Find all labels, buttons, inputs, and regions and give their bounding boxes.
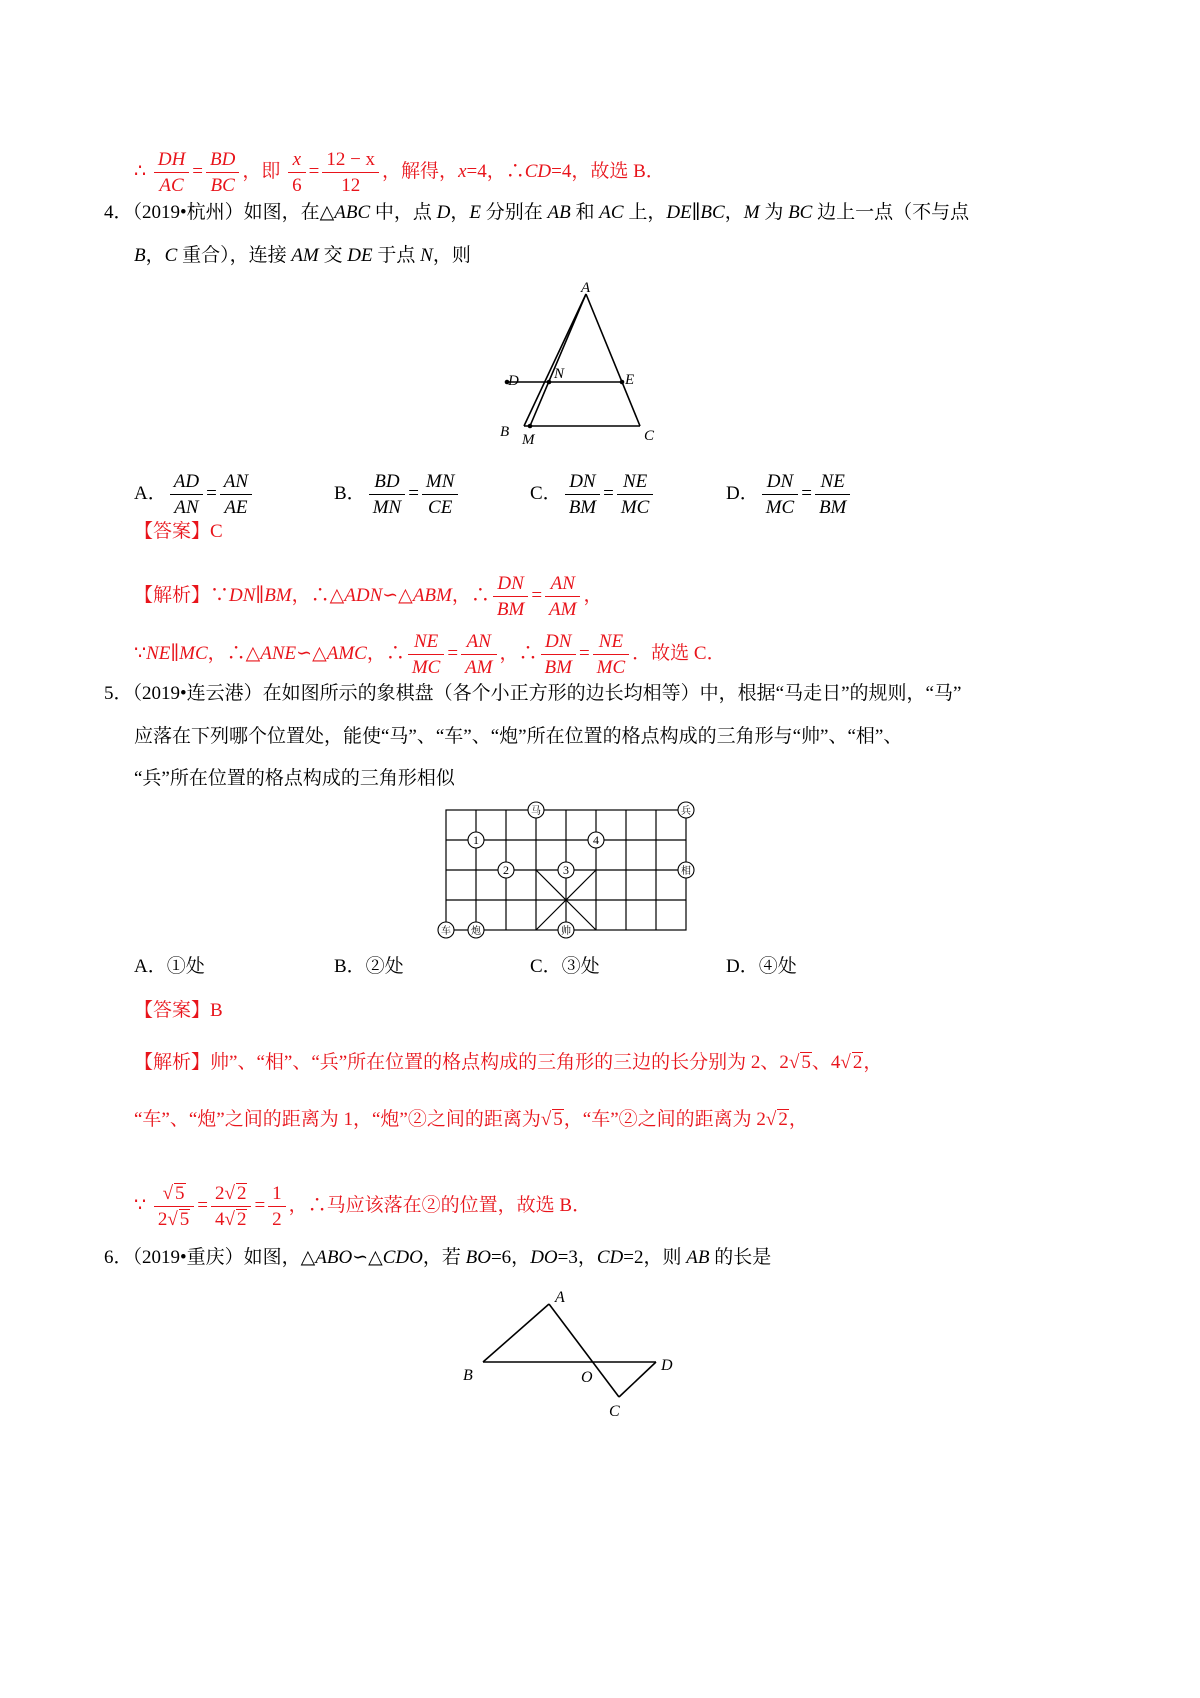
label-c: C <box>644 428 655 444</box>
q4-analysis-line2: ∵NE∥MC，∴△ANE∽△AMC，∴ $\frac{NE}{MC}$ = $\frac{AN}{AM}$ ，∴ $\frac{DN}{BM}$ = $\frac{NE}{MC}$ ．故选 C． <box>134 631 726 678</box>
segment-ab <box>524 294 586 426</box>
solution-line-prev: ∴ $\frac{DH}{AC}$ = $\frac{BD}{BC}$ ，即 $\frac{x}{6}$ = $\frac{12 - x}{12}$ ，解得，x=4，∴CD=4，故选 B． <box>134 149 665 196</box>
label-d: D <box>661 1357 673 1374</box>
q4-option-d[interactable]: D． $\frac{DN}{MC}$ = $\frac{NE}{BM}$ <box>726 469 853 520</box>
segment-ba <box>483 1304 549 1362</box>
label-b: B <box>463 1367 473 1384</box>
q6-stem: 6．（2019•重庆）如图，△ABO∽△CDO，若 BO=6，DO=3，CD=2，则 AB 的长是 <box>104 1247 772 1268</box>
segment-dc <box>619 1362 656 1397</box>
svg-text:车: 车 <box>441 926 451 937</box>
q4-triangle-figure <box>500 280 698 448</box>
svg-text:1: 1 <box>473 833 479 847</box>
q6-triangle-figure <box>455 1284 695 1424</box>
fraction-x-6: $\frac{x}{6}$ <box>288 147 306 198</box>
q4-option-c[interactable]: C． $\frac{DN}{BM}$ = $\frac{NE}{MC}$ <box>530 469 656 520</box>
fraction-root5-2root5: $\frac{√ 5}{2√ 5}$ <box>154 1181 194 1232</box>
q5-option-d[interactable]: D．④处 <box>726 956 797 977</box>
q5-option-a[interactable]: A．①处 <box>134 956 205 977</box>
svg-text:马: 马 <box>531 806 541 817</box>
q5-answer: 【答案】B <box>134 1000 223 1021</box>
svg-text:相: 相 <box>681 866 691 877</box>
label-d: D <box>508 373 519 389</box>
q4-answer: 【答案】C <box>134 521 223 542</box>
q4-analysis-line1: 【解析】∵DN∥BM，∴△ADN∽△ABM，∴ $\frac{DN}{BM}$ = $\frac{AN}{AM}$ ， <box>134 573 603 620</box>
q5-stem-line1: 5．（2019•连云港）在如图所示的象棋盘（各个小正方形的边长均相等）中，根据“马走日”的规则，“马” <box>104 683 962 704</box>
fraction-12-x-12: $\frac{12 - x}{12}$ <box>322 147 379 198</box>
segment-ac <box>586 294 640 426</box>
label-c: C <box>609 1403 620 1420</box>
svg-text:帅: 帅 <box>561 926 571 937</box>
q5-option-c[interactable]: C．③处 <box>530 956 600 977</box>
q5-analysis-line2: “车”、“炮”之间的距离为 1，“炮”②之间的距离为√ 5，“车”②之间的距离为 2√ 2， <box>134 1109 808 1130</box>
svg-text:炮: 炮 <box>471 926 481 937</box>
svg-text:4: 4 <box>593 833 599 847</box>
q5-option-b[interactable]: B．②处 <box>334 956 404 977</box>
q5-stem-line2: 应落在下列哪个位置处，能使“马”、“车”、“炮”所在位置的格点构成的三角形与“帅”、“相”、 <box>134 726 903 747</box>
label-m: M <box>522 432 535 448</box>
svg-text:兵: 兵 <box>681 806 691 817</box>
label-o: O <box>581 1369 593 1386</box>
svg-text:3: 3 <box>563 863 569 877</box>
fraction-1-2: $\frac{1}{2}$ <box>268 1181 286 1232</box>
label-e: E <box>625 372 635 388</box>
point-m <box>528 424 533 429</box>
point-n <box>547 380 552 385</box>
label-a: A <box>555 1289 565 1306</box>
q4-stem-line1: 4．（2019•杭州）如图，在△ABC 中，点 D，E 分别在 AB 和 AC 上，DE∥BC，M 为 BC 边上一点（不与点 <box>104 202 970 223</box>
q5-stem-line3: “兵”所在位置的格点构成的三角形相似 <box>134 768 455 789</box>
label-b: B <box>500 424 510 440</box>
point-e <box>620 380 625 385</box>
segment-am <box>530 294 586 426</box>
label-a: A <box>581 280 591 296</box>
therefore-symbol: ∴ <box>134 160 147 182</box>
q4-option-b[interactable]: B． $\frac{BD}{MN}$ = $\frac{MN}{CE}$ <box>334 469 461 520</box>
q4-stem-line2: B，C 重合），连接 AM 交 DE 于点 N，则 <box>134 245 471 266</box>
svg-text:2: 2 <box>503 863 509 877</box>
q4-option-a[interactable]: A． $\frac{AD}{AN}$ = $\frac{AN}{AE}$ <box>134 469 255 520</box>
fraction-bd-bc: $\frac{BD}{BC}$ <box>206 147 239 198</box>
fraction-2root2-4root2: $\frac{2√ 2}{4√ 2}$ <box>211 1181 251 1232</box>
q5-analysis-line1: 【解析】帅”、“相”、“兵”所在位置的格点构成的三角形的三边的长分别为 2、2√ 5、4√ 2， <box>134 1052 883 1073</box>
q5-chess-board <box>432 800 704 948</box>
fraction-dh-ac: $\frac{DH}{AC}$ <box>154 147 189 198</box>
label-n: N <box>554 366 565 382</box>
q5-analysis-line3: ∵ $\frac{√ 5}{2√ 5}$ = $\frac{2√ 2}{4√ 2}$ = $\frac{1}{2}$ ，∴马应该落在②的位置，故选 B． <box>134 1183 592 1230</box>
